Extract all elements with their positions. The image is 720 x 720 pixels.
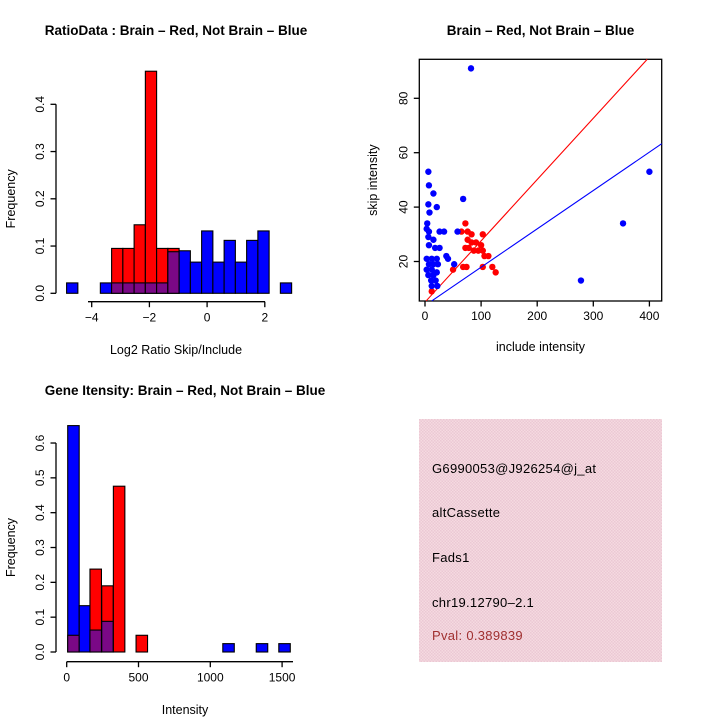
y-axis-label: Frequency	[4, 169, 18, 229]
x-tick-label: 2	[261, 310, 269, 325]
data-point	[441, 228, 447, 234]
intensity-scatter-svg	[360, 0, 720, 360]
data-point	[578, 277, 584, 283]
x-tick-label: 500	[128, 670, 149, 685]
blue-bar	[258, 231, 269, 293]
data-point	[426, 242, 432, 248]
data-point	[434, 283, 440, 289]
probe-id-text: G6990053@J926254@j_at	[432, 461, 597, 476]
y-tick-label: 40	[396, 200, 411, 214]
pval-text: Pval: 0.389839	[432, 628, 523, 643]
data-point	[434, 204, 440, 210]
y-tick-label: 0.6	[33, 434, 47, 452]
data-point	[478, 242, 484, 248]
gene-intensity-histogram-panel	[0, 360, 360, 720]
y-axis	[414, 98, 420, 261]
x-tick-label: 1500	[268, 670, 296, 685]
y-axis	[51, 443, 57, 652]
data-point	[425, 169, 431, 175]
overlap-bar	[112, 283, 123, 293]
not-brain-points	[423, 65, 652, 289]
histogram-bars	[68, 426, 291, 652]
data-point	[468, 231, 474, 237]
overlap-bar	[102, 621, 113, 652]
data-point	[454, 228, 460, 234]
y-tick-label: 0.4	[33, 504, 47, 522]
data-point	[620, 220, 626, 226]
ratio-histogram-svg	[0, 0, 360, 360]
data-point	[434, 256, 440, 262]
blue-bar	[179, 251, 190, 294]
overlap-bar	[68, 635, 79, 652]
blue-bar	[247, 240, 258, 293]
blue-bar	[279, 644, 290, 652]
blue-bar	[256, 644, 267, 652]
overlap-bar	[157, 283, 168, 293]
chart-title: Gene Itensity: Brain – Red, Not Brain – Blue	[44, 383, 326, 398]
intensity-scatter-panel	[360, 0, 720, 360]
data-point	[429, 283, 435, 289]
data-point	[489, 264, 495, 270]
blue-bar	[202, 231, 213, 293]
data-point	[432, 277, 438, 283]
data-point	[463, 264, 469, 270]
data-point	[646, 169, 652, 175]
y-tick-label: 60	[396, 146, 411, 160]
locus-text: chr19.12790–2.1	[432, 595, 535, 610]
data-point	[424, 220, 430, 226]
y-tick-label: 80	[396, 91, 411, 105]
y-tick-label: 20	[396, 254, 411, 269]
x-tick-label: 0	[421, 309, 429, 323]
overlap-bar	[123, 283, 134, 293]
data-point	[430, 237, 436, 243]
data-point	[480, 231, 486, 237]
x-axis-label: Log2 Ratio Skip/Include	[109, 343, 243, 357]
blue-bar	[190, 262, 201, 293]
data-point	[426, 182, 432, 188]
ratio-histogram-panel	[0, 0, 360, 360]
blue-bar	[100, 283, 111, 293]
blue-bar	[280, 283, 291, 293]
x-tick-label: 400	[639, 309, 660, 323]
overlap-bar	[90, 630, 101, 652]
data-point	[460, 196, 466, 202]
gene-name-text: Fads1	[432, 550, 470, 565]
y-tick-label: 0.2	[33, 573, 47, 591]
x-tick-label: −4	[84, 310, 99, 325]
overlap-bar	[168, 252, 179, 294]
red-bar	[113, 486, 124, 652]
red-bar	[136, 635, 147, 652]
data-point	[480, 247, 486, 253]
data-point	[450, 266, 456, 272]
data-point	[485, 253, 491, 259]
y-tick-label: 0.4	[33, 95, 47, 113]
chart-title: RatioData : Brain – Red, Not Brain – Blue	[44, 23, 308, 38]
x-tick-label: 200	[527, 309, 548, 323]
data-point	[430, 190, 436, 196]
x-tick-label: 0	[203, 310, 211, 325]
x-axis	[67, 662, 293, 668]
data-point	[468, 65, 474, 71]
info-box	[419, 419, 662, 662]
y-tick-label: 0.3	[33, 539, 47, 556]
data-point	[430, 272, 436, 278]
info-panel	[360, 360, 720, 720]
y-tick-label: 0.5	[33, 469, 47, 487]
data-point	[426, 209, 432, 215]
overlap-bar	[145, 283, 156, 293]
y-axis-label: skip intensity	[366, 144, 380, 216]
red-bar	[145, 71, 156, 293]
x-axis	[88, 302, 265, 308]
x-axis	[425, 301, 649, 307]
chart-title: Brain – Red, Not Brain – Blue	[446, 23, 635, 38]
y-tick-label: 0.0	[33, 284, 47, 302]
y-tick-label: 0.0	[33, 643, 47, 661]
blue-bar	[235, 262, 246, 293]
blue-bar	[79, 606, 90, 652]
y-tick-label: 0.2	[33, 190, 47, 208]
overlap-bar	[134, 283, 145, 293]
x-tick-label: −2	[142, 310, 157, 325]
y-tick-label: 0.1	[33, 608, 47, 626]
blue-bar	[213, 262, 224, 293]
data-point	[445, 256, 451, 262]
x-tick-label: 300	[583, 309, 604, 323]
x-axis-label: Intensity	[161, 703, 209, 717]
histogram-bars	[67, 71, 292, 293]
y-axis-label: Frequency	[4, 517, 18, 578]
gene-intensity-histogram-svg	[0, 360, 360, 720]
blue-bar	[223, 644, 234, 652]
data-point	[462, 220, 468, 226]
y-tick-label: 0.1	[33, 237, 47, 255]
brain-fit-line	[426, 59, 647, 301]
data-point	[436, 245, 442, 251]
y-tick-label: 0.3	[33, 143, 47, 160]
blue-bar	[67, 283, 78, 293]
x-tick-label: 100	[471, 309, 492, 323]
event-type-text: altCassette	[432, 505, 501, 520]
blue-bar	[68, 426, 79, 652]
data-point	[426, 228, 432, 234]
data-point	[435, 261, 441, 267]
x-axis-label: include intensity	[496, 340, 585, 354]
x-tick-label: 0	[63, 670, 71, 685]
y-axis	[51, 104, 57, 293]
blue-bar	[224, 240, 235, 293]
x-tick-label: 1000	[196, 670, 224, 685]
data-point	[425, 201, 431, 207]
data-point	[451, 261, 457, 267]
data-point	[492, 269, 498, 275]
